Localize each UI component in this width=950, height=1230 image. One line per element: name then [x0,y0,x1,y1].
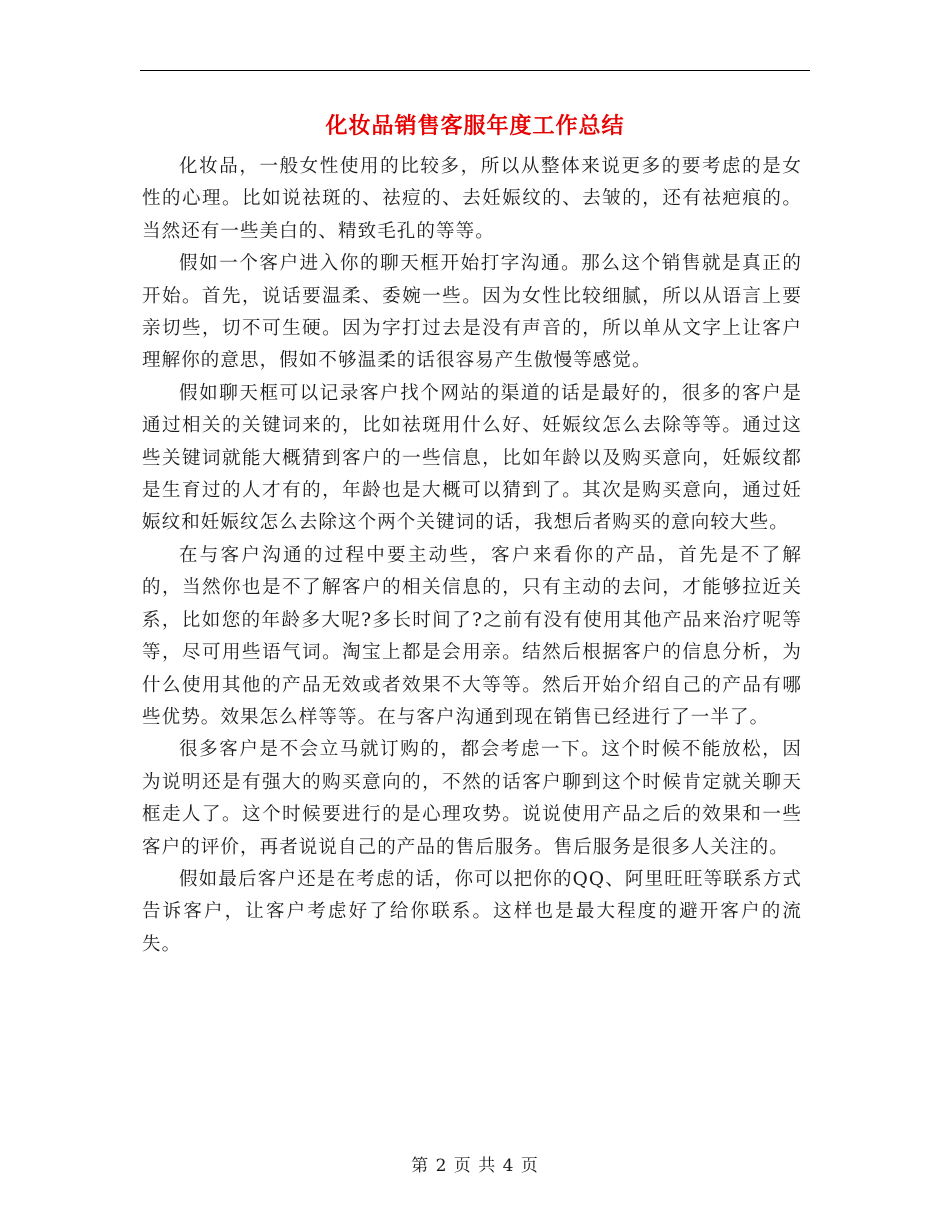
page-number: 第 2 页 共 4 页 [411,1156,539,1176]
paragraph-3: 假如聊天框可以记录客户找个网站的渠道的话是最好的，很多的客户是通过相关的关键词来的，比如祛斑用什么好、妊娠纹怎么去除等等。通过这些关键词就能大概猜到客户的一些信息，比如年龄以及购买意向，妊娠纹都是生育过的人才有的，年龄也是大概可以猜到了。其次是购买意向，通过妊娠纹和妊娠纹怎么去除这个两个关键词的话，我想后者购买的意向较大些。 [142,382,802,534]
document-title: 化妆品销售客服年度工作总结 [325,113,625,139]
paragraph-2: 假如一个客户进入你的聊天框开始打字沟通。那么这个销售就是真正的开始。首先，说话要温柔、委婉一些。因为女性比较细腻，所以从语言上要亲切些，切不可生硬。因为字打过去是没有声音的，所以单从文字上让客户理解你的意思，假如不够温柔的话很容易产生傲慢等感觉。 [142,253,802,372]
header-rule [140,70,810,71]
document-body [142,151,802,961]
paragraph-1: 化妆品，一般女性使用的比较多，所以从整体来说更多的要考虑的是女性的心理。比如说祛斑的、祛痘的、去妊娠纹的、去皱的，还有祛疤痕的。当然还有一些美白的、精致毛孔的等等。 [142,156,802,242]
paragraph-6: 假如最后客户还是在考虑的话，你可以把你的QQ、阿里旺旺等联系方式告诉客户，让客户考虑好了给你联系。这样也是最大程度的避开客户的流失。 [142,868,802,955]
paragraph-5: 很多客户是不会立马就订购的，都会考虑一下。这个时候不能放松，因为说明还是有强大的购买意向的，不然的话客户聊到这个时候肯定就关聊天框走人了。这个时候要进行的是心理攻势。说说使用产品之后的效果和一些客户的评价，再者说说自己的产品的售后服务。售后服务是很多人关注的。 [142,739,802,858]
paragraph-4: 在与客户沟通的过程中要主动些，客户来看你的产品，首先是不了解的，当然你也是不了解客户的相关信息的，只有主动的去问，才能够拉近关系，比如您的年龄多大呢?多长时间了?之前有没有使用其他产品来治疗呢等等，尽可用些语气词。淘宝上都是会用亲。结然后根据客户的信息分析，为什么使用其他的产品无效或者效果不大等等。然后开始介绍自己的产品有哪些优势。效果怎么样等等。在与客户沟通到现在销售已经进行了一半了。 [142,544,802,728]
